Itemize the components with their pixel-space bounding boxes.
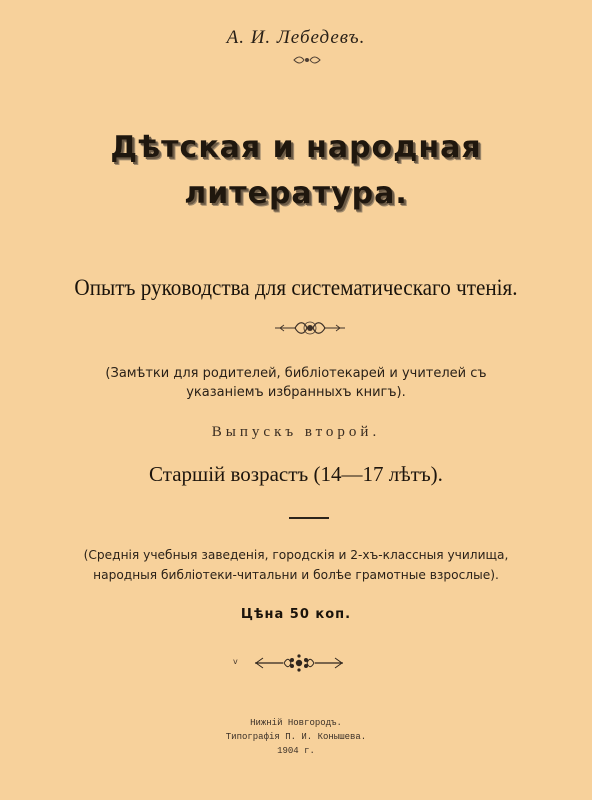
audience-details-line-2: народныя библіотеки-читальни и болѣе грамотные взрослые). (93, 568, 499, 582)
notes-line-2: указаніемъ избранныхъ книгъ). (186, 385, 406, 400)
price-label: Цѣна 50 коп. (240, 607, 352, 622)
age-group: Старшій возрастъ (14—17 лѣтъ). (149, 462, 443, 486)
floral-ornament-icon (272, 318, 348, 338)
section-divider (289, 517, 329, 519)
printer-name: Типографія П. И. Конышева. (225, 732, 367, 742)
floral-ornament-icon (253, 653, 345, 673)
small-mark: v (233, 657, 238, 666)
publisher-city: Нижній Новгородъ. (250, 718, 342, 728)
notes-line-1: (Замѣтки для родителей, библіотекарей и учителей съ (105, 366, 487, 381)
small-floral-ornament-icon (292, 54, 322, 66)
publication-year: 1904 г. (277, 746, 315, 756)
book-subtitle: Опытъ руководства для систематическаго чтенія. (74, 275, 518, 300)
book-title-line-2: литература. (184, 176, 408, 211)
audience-details-line-1: (Среднія учебныя заведенія, городскія и 2-хъ-классныя училища, (83, 548, 509, 562)
author-name: А. И. Лебедевъ. (226, 27, 366, 48)
issue-label: Выпускъ второй. (211, 424, 381, 440)
book-title-line-1: Дѣтская и народная (110, 130, 482, 165)
